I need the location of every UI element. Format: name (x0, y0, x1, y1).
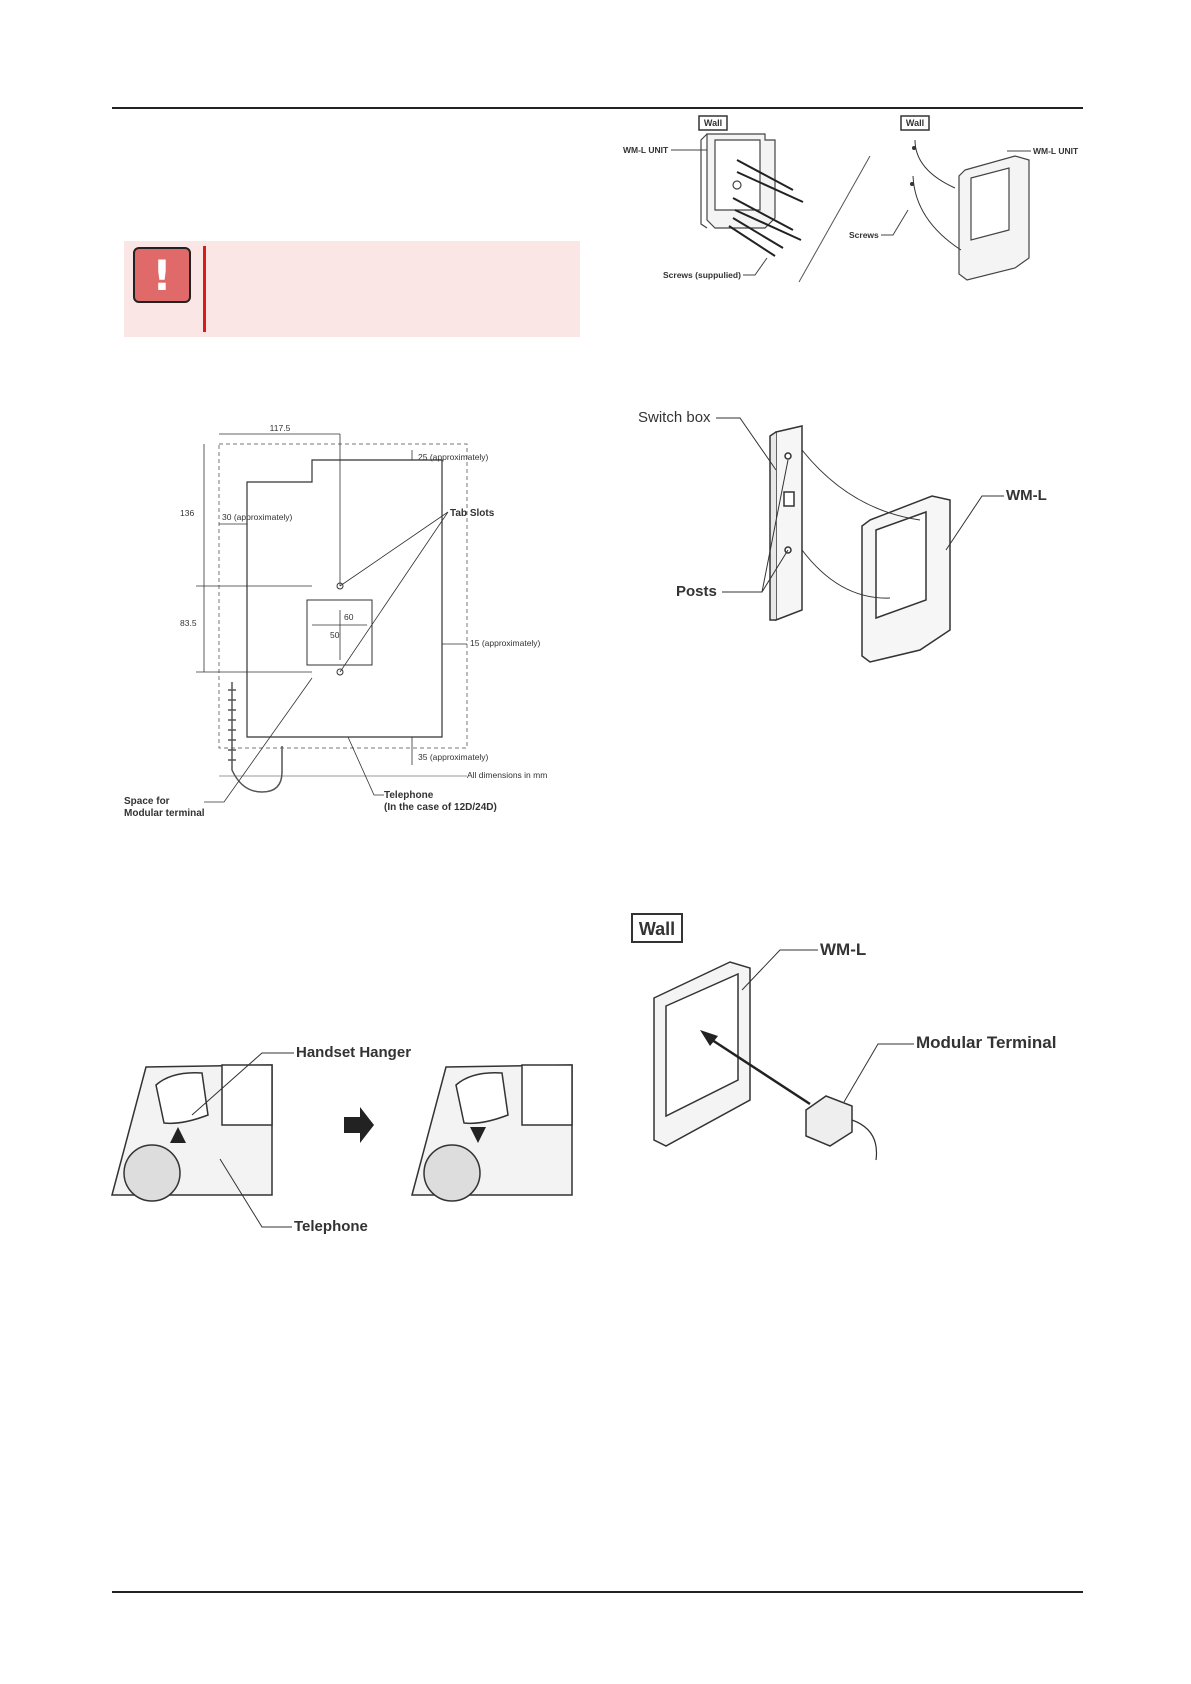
figure-handset-hanger (112, 995, 582, 1235)
wall-label: Wall (638, 919, 676, 939)
wml-label-modular: WM-L (820, 940, 867, 959)
telephone-drawing-right (412, 1065, 572, 1201)
figure-dimensions (112, 420, 582, 820)
figure-wall-mount-screws (615, 110, 1085, 290)
telephone-case-label: (In the case of 12D/24D) (384, 802, 497, 813)
exclamation-warning-icon: ! (133, 247, 191, 303)
wml-unit-right-drawing (959, 156, 1029, 280)
dim-60: 60 (344, 612, 354, 622)
screws-label: Screws (849, 230, 879, 240)
switch-box-label: Switch box (638, 409, 711, 426)
footer-rule (112, 1591, 1083, 1593)
warning-callout (124, 241, 580, 337)
all-dimensions-note: All dimensions in mm (467, 770, 548, 780)
handset-hanger-label: Handset Hanger (296, 1044, 412, 1061)
figure-switch-box (630, 400, 1070, 670)
arrow-right-icon (344, 1107, 374, 1143)
dim-117-5: 117.5 (269, 423, 291, 433)
switch-box-drawing (770, 426, 802, 620)
screws-supplied-label: Screws (suppulied) (663, 270, 741, 280)
dim-15: 15 (approximately) (470, 638, 541, 648)
dim-25: 25 (approximately) (418, 452, 489, 462)
dim-83-5: 83.5 (180, 618, 197, 628)
figure-modular-terminal (630, 910, 1070, 1160)
telephone-drawing-left (112, 1065, 272, 1201)
modular-terminal-label: Modular terminal (124, 808, 205, 819)
dim-136: 136 (180, 508, 195, 518)
wall-label-left: Wall (703, 118, 723, 128)
dim-30: 30 (approximately) (222, 512, 293, 522)
telephone-label: Telephone (384, 790, 434, 801)
wml-bracket-drawing (862, 496, 950, 662)
wml-unit-label-left: WM-L UNIT (623, 145, 669, 155)
posts-label: Posts (676, 583, 717, 600)
wml-unit-label-right: WM-L UNIT (1033, 146, 1079, 156)
warning-bar (203, 246, 206, 332)
dim-35: 35 (approximately) (418, 752, 489, 762)
telephone-label-handset: Telephone (294, 1218, 368, 1235)
wall-label-right: Wall (905, 118, 925, 128)
dim-50: 50 (330, 630, 340, 640)
space-for-label: Space for (124, 796, 170, 807)
tab-slots-label: Tab Slots (450, 508, 495, 519)
modular-terminal-label-2: Modular Terminal (916, 1033, 1057, 1052)
header-rule (112, 107, 1083, 109)
modular-terminal-drawing (806, 1096, 852, 1146)
wml-label: WM-L (1006, 487, 1047, 504)
